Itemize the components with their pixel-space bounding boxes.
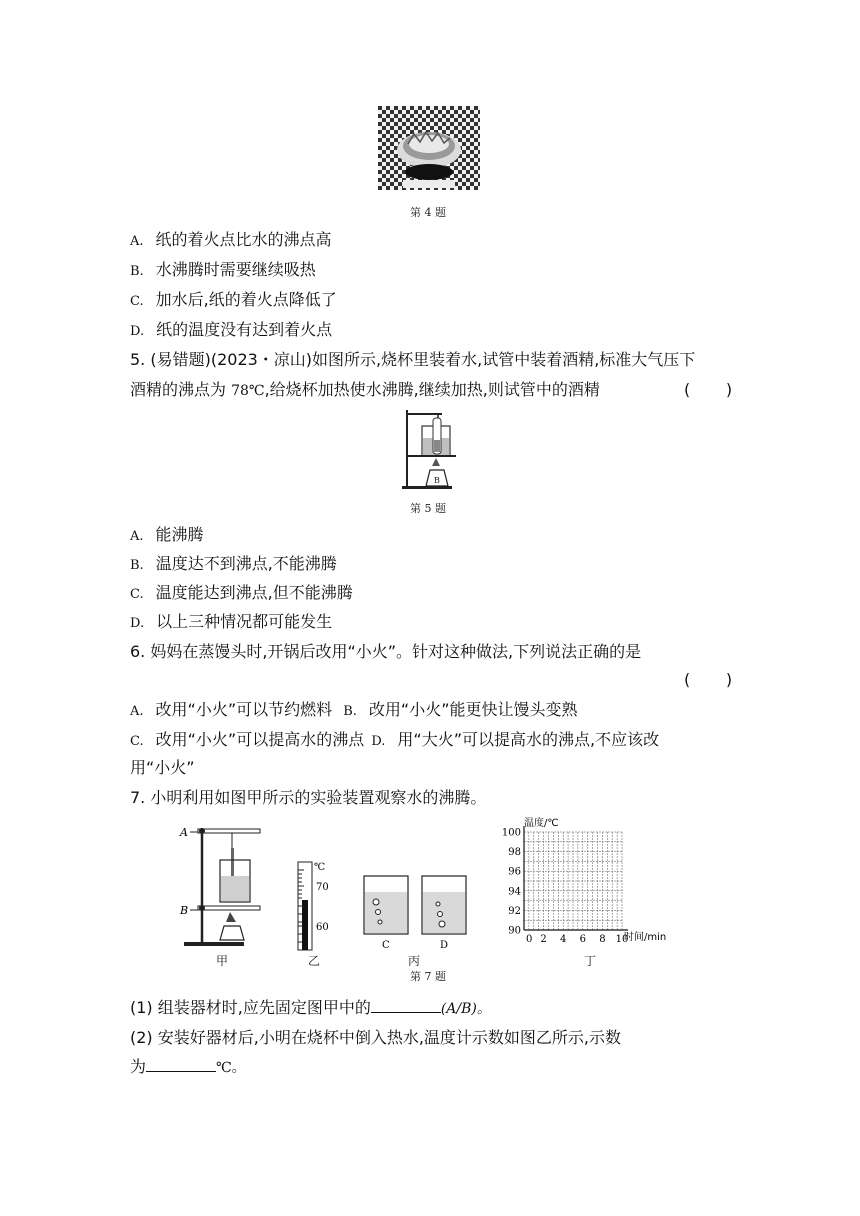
y-tick-labels bbox=[502, 828, 521, 937]
y-tick-label: 96 bbox=[508, 866, 521, 878]
q5-caption: 第 5 题 bbox=[410, 502, 446, 515]
q5-stem-line2 bbox=[130, 379, 600, 402]
q7-label-bing: 丙 bbox=[408, 954, 421, 968]
q7-sub2-blank[interactable] bbox=[146, 1057, 216, 1072]
q7-sub2-line1: (2) 安装好器材后,小明在烧杯中倒入热水,温度计示数如图乙所示,示数 bbox=[130, 1028, 622, 1047]
chart-grid bbox=[524, 832, 622, 930]
q5-option-c[interactable] bbox=[130, 582, 353, 606]
option-text: 用“大火”可以提高水的沸点,不应该改 bbox=[397, 730, 660, 749]
q6-options-row2 bbox=[130, 729, 659, 753]
x-tick-label: 10 bbox=[615, 934, 629, 945]
q6-option-a[interactable] bbox=[130, 700, 332, 719]
x-tick-label: 6 bbox=[579, 934, 586, 945]
y-tick-label: 92 bbox=[508, 905, 521, 917]
q7-label-jia: 甲 bbox=[216, 954, 229, 968]
q5-figure bbox=[398, 408, 462, 490]
q6-option-c[interactable] bbox=[130, 730, 364, 749]
q6-option-b[interactable] bbox=[343, 700, 577, 719]
q7-figure-bing bbox=[360, 872, 470, 950]
q4-option-b[interactable] bbox=[130, 259, 316, 283]
q7-sub2-unit: ℃。 bbox=[216, 1060, 246, 1076]
q5-option-d[interactable] bbox=[130, 611, 332, 635]
y-axis-label: 温度/℃ bbox=[524, 818, 559, 829]
option-text: 改用“小火”可以节约燃料 bbox=[155, 700, 333, 719]
thermo-70: 70 bbox=[316, 882, 329, 893]
q7-stem: 7. 小明利用如图甲所示的实验装置观察水的沸腾。 bbox=[130, 788, 487, 807]
q4-option-c[interactable] bbox=[130, 289, 337, 313]
y-tick-label: 98 bbox=[508, 847, 521, 859]
q7-label-yi: 乙 bbox=[308, 954, 321, 968]
q7-sub1-text: (1) 组装器材时,应先固定图甲中的 bbox=[130, 998, 371, 1017]
option-label: A. bbox=[130, 234, 144, 249]
option-text: 纸的温度没有达到着火点 bbox=[156, 320, 333, 339]
temperature-time-grid-chart bbox=[494, 816, 714, 948]
option-text: 温度能达到沸点,但不能沸腾 bbox=[155, 583, 353, 602]
q7-sub2-text: 为 bbox=[130, 1057, 147, 1076]
q6-option-d[interactable] bbox=[369, 730, 659, 749]
q7-beakers-diagram bbox=[360, 872, 470, 950]
option-text: 改用“小火”能更快让馒头变熟 bbox=[368, 700, 578, 719]
option-text: 以上三种情况都可能发生 bbox=[156, 612, 333, 631]
q5-option-a[interactable] bbox=[130, 524, 204, 548]
option-text: 水沸腾时需要继续吸热 bbox=[155, 260, 316, 279]
q4-figure bbox=[378, 106, 480, 190]
y-tick-label: 90 bbox=[508, 925, 521, 937]
option-label: C. bbox=[130, 587, 144, 602]
option-label: A. bbox=[130, 704, 144, 719]
x-axis-label: 时间/min bbox=[624, 932, 667, 943]
q5-apparatus-diagram bbox=[398, 408, 462, 490]
option-label: D. bbox=[371, 734, 386, 749]
option-text: 纸的着火点比水的沸点高 bbox=[155, 230, 332, 249]
q5-option-b[interactable] bbox=[130, 553, 337, 577]
option-text: 加水后,纸的着火点降低了 bbox=[155, 290, 337, 309]
q7-sub1-blank[interactable] bbox=[371, 998, 441, 1013]
x-tick-label: 4 bbox=[560, 934, 567, 945]
q5-text-a: 酒精的沸点为 bbox=[130, 380, 232, 399]
option-text: 温度达不到沸点,不能沸腾 bbox=[155, 554, 337, 573]
q5-stem-line1: 5. (易错题)(2023・凉山)如图所示,烧杯里装着水,试管中装着酒精,标准大气压下 bbox=[130, 350, 696, 369]
label-d: D bbox=[440, 940, 449, 950]
q7-figure-yi bbox=[294, 860, 344, 952]
svg-text:B: B bbox=[434, 476, 440, 485]
x-tick-label: 2 bbox=[540, 934, 547, 945]
thermo-unit: ℃ bbox=[314, 862, 326, 873]
x-tick-label: 0 bbox=[526, 934, 533, 945]
option-label: B. bbox=[130, 558, 144, 573]
y-tick-label: 100 bbox=[501, 827, 521, 839]
q5-boiling-point: 78℃ bbox=[231, 383, 265, 399]
q6-stem: 6. 妈妈在蒸馒头时,开锅后改用“小火”。针对这种做法,下列说法正确的是 bbox=[130, 642, 642, 661]
q7-sub1 bbox=[130, 997, 491, 1020]
q7-figure-jia bbox=[176, 822, 266, 962]
option-label: D. bbox=[130, 324, 145, 339]
q6-option-d-continued: 用“小火” bbox=[130, 758, 195, 777]
option-text: 改用“小火”可以提高水的沸点 bbox=[155, 730, 365, 749]
option-label: B. bbox=[343, 704, 357, 719]
option-label: A. bbox=[130, 529, 144, 544]
q7-thermometer bbox=[294, 860, 344, 952]
q7-caption: 第 7 题 bbox=[410, 970, 446, 983]
q5-text-b: ,给烧杯加热使水沸腾,继续加热,则试管中的酒精 bbox=[264, 380, 600, 399]
option-text: 能沸腾 bbox=[155, 525, 204, 544]
x-tick-labels bbox=[526, 934, 628, 945]
q5-answer-blank[interactable]: ( ) bbox=[684, 380, 733, 399]
q6-options-row1 bbox=[130, 699, 578, 723]
q7-figure-ding bbox=[494, 816, 714, 948]
q4-photo bbox=[378, 106, 480, 190]
option-label: D. bbox=[130, 616, 145, 631]
option-label: C. bbox=[130, 294, 144, 309]
option-label: C. bbox=[130, 734, 144, 749]
option-label: B. bbox=[130, 264, 144, 279]
q4-option-d[interactable] bbox=[130, 319, 332, 343]
q4-option-a[interactable] bbox=[130, 229, 332, 253]
q6-answer-blank[interactable]: ( ) bbox=[684, 670, 733, 689]
x-tick-label: 8 bbox=[599, 934, 606, 945]
label-c: C bbox=[382, 940, 390, 950]
y-tick-label: 94 bbox=[508, 886, 521, 898]
thermo-60: 60 bbox=[316, 922, 329, 933]
q7-sub2-line2 bbox=[130, 1056, 246, 1079]
q4-caption: 第 4 题 bbox=[410, 206, 446, 219]
q7-sub1-choice: (A/B)。 bbox=[440, 1001, 491, 1017]
label-b: B bbox=[180, 904, 189, 917]
q7-jia-diagram bbox=[176, 822, 266, 962]
label-a: A bbox=[180, 826, 188, 839]
q7-label-ding: 丁 bbox=[584, 954, 597, 968]
